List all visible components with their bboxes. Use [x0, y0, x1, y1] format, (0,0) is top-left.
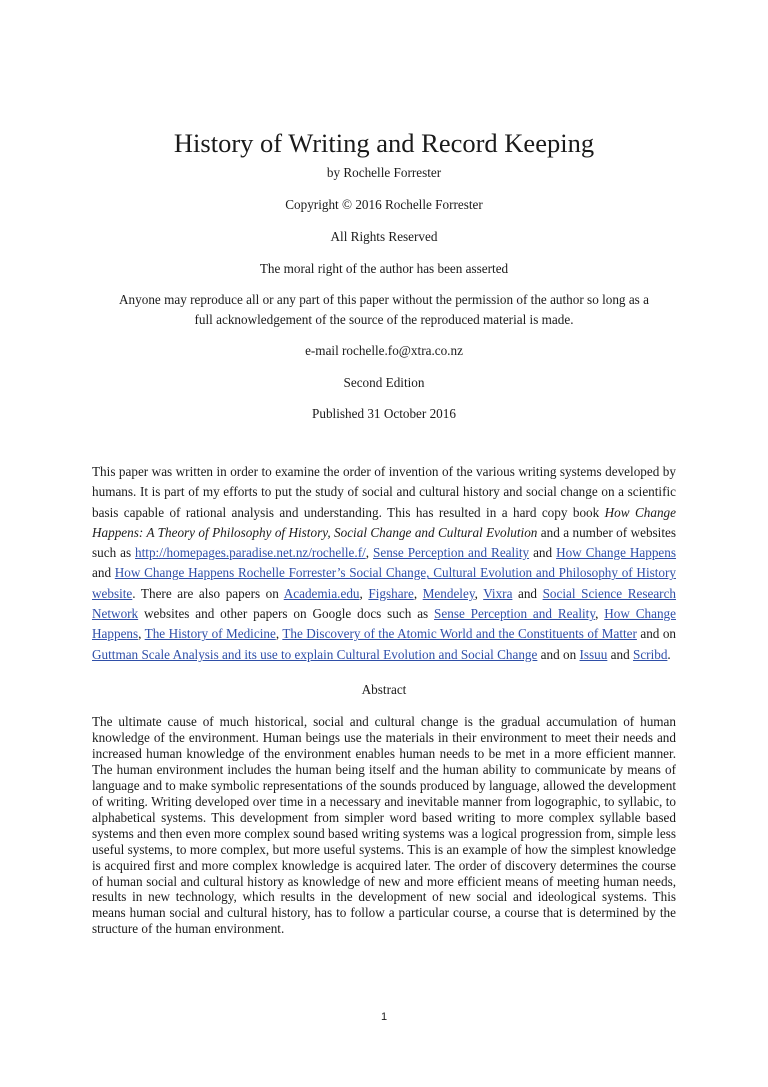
book-title: How Change Happens: A Theory of Philosophy of History, Social Change and Cultural Evolution — [92, 504, 677, 540]
scribd-link[interactable]: Scribd — [632, 646, 668, 662]
intro-text: and a number of websites such as — [92, 524, 676, 561]
byline: by Rochelle Forrester — [326, 165, 442, 180]
rights-line: All Rights Reserved — [330, 229, 438, 244]
sense-perception-doc-link[interactable]: Sense Perception and Reality — [434, 606, 596, 622]
intro-text: , — [413, 585, 423, 601]
intro-text: . There are also papers on — [132, 585, 284, 601]
intro-text: and — [529, 545, 557, 561]
how-change-happens-link[interactable]: How Change Happens — [556, 545, 677, 561]
abstract-paragraph: The ultimate cause of much historical, social and cultural change is the gradual accumulation of human knowledge of the environment. Human beings use the materials in their environment to meet their needs and increased human knowledge of the environment enables human needs to be met in a more efficient manner. The human environment includes the human being itself and the human ability to communicate by means of language and to make symbolic representations of the sounds produced by language, allowed the development of writing. Writing developed over time in a necessary and inevitable manner from logographic, to syllabic, to alphabetical systems. This development from simpler word based writing to more complex syllable based systems and then even more complex sound based writing systems was a logical progression from, simple less useful systems, to more complex, but more useful systems. This is an example of how the simplest knowledge is acquired first and more complex knowledge is acquired later. The order of discovery determines the course of human social and cultural history as knowledge of new and more efficient means of meeting human needs, results in new technology, which results in the development of new social and ideological systems. This means human social and cultural history, has to follow a particular course, a course that is determined by the structure of the human environment. — [92, 714, 676, 937]
history-of-medicine-link[interactable]: The History of Medicine — [144, 626, 276, 642]
moral-right-line: The moral right of the author has been asserted — [259, 261, 509, 276]
homepage-link[interactable]: http://homepages.paradise.net.nz/rochelle.f/ — [135, 545, 366, 561]
issuu-link[interactable]: Issuu — [579, 646, 608, 662]
academia-link[interactable]: Academia.edu — [283, 585, 360, 601]
email-line: e-mail rochelle.fo@xtra.co.nz — [305, 343, 463, 358]
vixra-link[interactable]: Vixra — [483, 585, 513, 601]
intro-text: This paper was written in order to examine the order of invention of the various writing systems developed by humans. It is part of my efforts to put the study of social and cultural history and social change on a scientific basis capable of rational analysis and understanding. This has resulted in a hard copy book — [92, 464, 676, 520]
intro-text: and — [512, 585, 543, 601]
intro-text: and — [607, 646, 633, 662]
intro-text: and — [92, 565, 115, 581]
mendeley-link[interactable]: Mendeley — [422, 585, 475, 601]
figshare-link[interactable]: Figshare — [368, 585, 414, 601]
intro-text: , — [275, 626, 283, 642]
intro-text: and on — [636, 626, 677, 642]
intro-text: . — [667, 646, 671, 662]
intro-text: , — [595, 606, 605, 622]
intro-text: , — [365, 545, 373, 561]
published-line: Published 31 October 2016 — [312, 406, 456, 421]
intro-text: websites and other papers on Google docs such as — [138, 606, 435, 622]
how-change-happens-doc-link[interactable]: How Change Happens — [92, 606, 677, 642]
abstract-heading: Abstract — [361, 682, 407, 697]
reproduce-line-1: Anyone may reproduce all or any part of this paper without the permission of the author so long as a — [119, 292, 649, 307]
ssrn-link[interactable]: Social Science Research Network — [92, 585, 677, 622]
website-link[interactable]: How Change Happens Rochelle Forrester’s Social Change, Cultural Evolution and Philosophy of History website — [92, 565, 676, 601]
intro-text: and on — [537, 646, 580, 662]
intro-paragraph — [92, 462, 676, 665]
copyright-line: Copyright © 2016 Rochelle Forrester — [285, 197, 483, 212]
page-number: 1 — [380, 1011, 388, 1023]
edition-line: Second Edition — [343, 375, 425, 390]
intro-text: , — [474, 585, 484, 601]
intro-text: , — [359, 585, 369, 601]
guttman-scale-link[interactable]: Guttman Scale Analysis and its use to explain Cultural Evolution and Social Change — [92, 646, 538, 662]
reproduce-line-2: full acknowledgement of the source of the reproduced material is made. — [194, 312, 574, 327]
document-title: History of Writing and Record Keeping — [173, 128, 595, 158]
intro-text: , — [138, 626, 145, 642]
atomic-world-link[interactable]: The Discovery of the Atomic World and the Constituents of Matter — [282, 626, 637, 642]
sense-perception-link[interactable]: Sense Perception and Reality — [373, 545, 530, 561]
